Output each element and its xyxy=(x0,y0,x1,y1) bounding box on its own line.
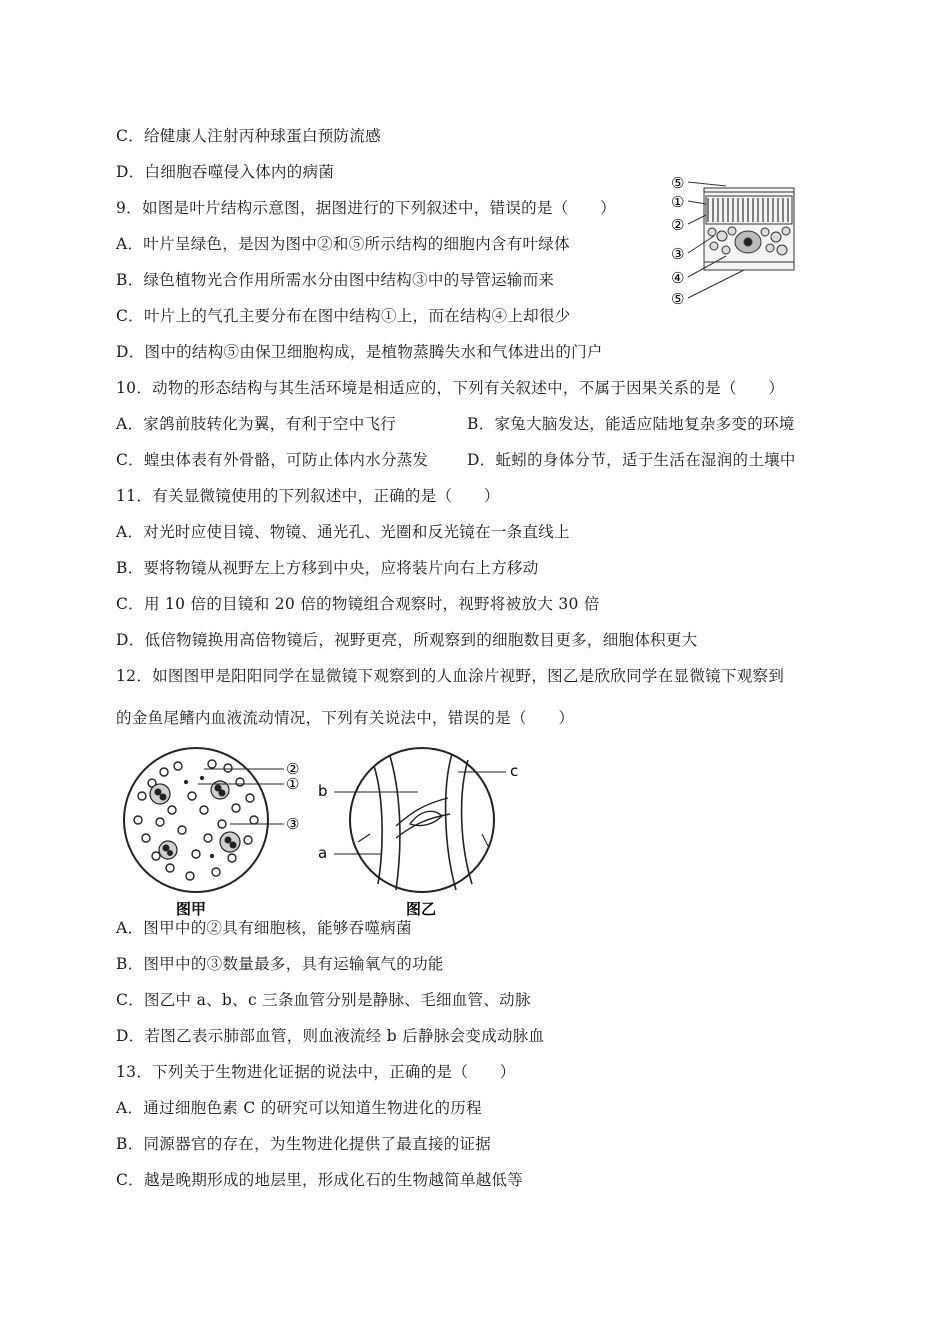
q11-stem: 11．有关显微镜使用的下列叙述中，正确的是（ ） xyxy=(116,487,500,505)
leaf-label-3: ③ xyxy=(671,245,685,263)
smear-label-3: ③ xyxy=(286,815,300,833)
q9-option-d: D．图中的结构⑤由保卫细胞构成，是植物蒸腾失水和气体进出的门户 xyxy=(116,343,603,361)
blood-smear-view xyxy=(124,748,284,892)
q11-option-b: B．要将物镜从视野左上方移到中央，应将装片向右上方移动 xyxy=(116,559,539,577)
q9-option-b: B．绿色植物光合作用所需水分由图中结构③中的导管运输而来 xyxy=(116,271,555,289)
q9-option-c: C．叶片上的气孔主要分布在图中结构①上，而在结构④上却很少 xyxy=(116,307,571,325)
q12-option-a: A．图甲中的②具有细胞核，能够吞噬病菌 xyxy=(116,919,412,937)
q13-stem: 13．下列关于生物进化证据的说法中，正确的是（ ） xyxy=(116,1063,516,1081)
q12-option-c: C．图乙中 a、b、c 三条血管分别是静脉、毛细血管、动脉 xyxy=(116,991,531,1009)
q9-option-a: A．叶片呈绿色，是因为图中②和⑤所示结构的细胞内含有叶绿体 xyxy=(116,235,570,253)
leaf-label-1: ① xyxy=(671,193,685,211)
vessel-label-c: c xyxy=(510,762,519,780)
caption-jia: 图甲 xyxy=(176,900,207,916)
smear-label-2: ② xyxy=(286,760,300,778)
leaf-label-5-top: ⑤ xyxy=(671,174,685,192)
q9-stem: 9．如图是叶片结构示意图，据图进行的下列叙述中，错误的是（ ） xyxy=(116,199,616,217)
q12-option-b: B．图甲中的③数量最多，具有运输氧气的功能 xyxy=(116,955,444,973)
caption-yi: 图乙 xyxy=(406,900,437,916)
blood-figure xyxy=(112,738,542,916)
vessel-label-a: a xyxy=(318,844,328,862)
q12-stem-line2: 的金鱼尾鳍内血液流动情况，下列有关说法中，错误的是（ ） xyxy=(116,709,575,727)
q8-option-c: C．给健康人注射丙种球蛋白预防流感 xyxy=(116,127,381,145)
q12-stem-line1: 12．如图图甲是阳阳同学在显微镜下观察到的人血涂片视野，图乙是欣欣同学在显微镜下观察到 xyxy=(116,667,785,685)
q8-option-d: D．白细胞吞噬侵入体内的病菌 xyxy=(116,163,335,181)
q11-option-c: C．用 10 倍的目镜和 20 倍的物镜组合观察时，视野将被放大 30 倍 xyxy=(116,595,600,613)
fish-tail-vessel-view xyxy=(334,748,506,892)
q12-option-d: D．若图乙表示肺部血管，则血液流经 b 后静脉会变成动脉血 xyxy=(116,1027,545,1045)
q13-option-a: A．通过细胞色素 C 的研究可以知道生物进化的历程 xyxy=(116,1099,482,1117)
smear-label-1: ① xyxy=(286,775,300,793)
q10-option-d: D．蚯蚓的身体分节，适于生活在湿润的土壤中 xyxy=(467,451,796,469)
q10-option-b: B．家兔大脑发达，能适应陆地复杂多变的环境 xyxy=(467,415,795,433)
q13-option-b: B．同源器官的存在，为生物进化提供了最直接的证据 xyxy=(116,1135,492,1153)
leaf-label-4: ④ xyxy=(671,269,685,287)
q11-option-d: D．低倍物镜换用高倍物镜后，视野更亮，所观察到的细胞数目更多，细胞体积更大 xyxy=(116,631,698,649)
q13-option-c: C．越是晚期形成的地层里，形成化石的生物越简单越低等 xyxy=(116,1171,524,1189)
leaf-structure-figure xyxy=(666,170,806,310)
leaf-label-2: ② xyxy=(671,216,685,234)
leaf-label-5-bottom: ⑤ xyxy=(671,290,685,308)
q10-stem: 10．动物的形态结构与其生活环境是相适应的，下列有关叙述中，不属于因果关系的是（ ） xyxy=(116,379,785,397)
q10-option-c: C．蝗虫体表有外骨骼，可防止体内水分蒸发 xyxy=(116,451,429,469)
q11-option-a: A．对光时应使目镜、物镜、通光孔、光圈和反光镜在一条直线上 xyxy=(116,523,570,541)
q10-option-a: A．家鸽前肢转化为翼，有利于空中飞行 xyxy=(116,415,397,433)
vessel-label-b: b xyxy=(318,782,328,800)
